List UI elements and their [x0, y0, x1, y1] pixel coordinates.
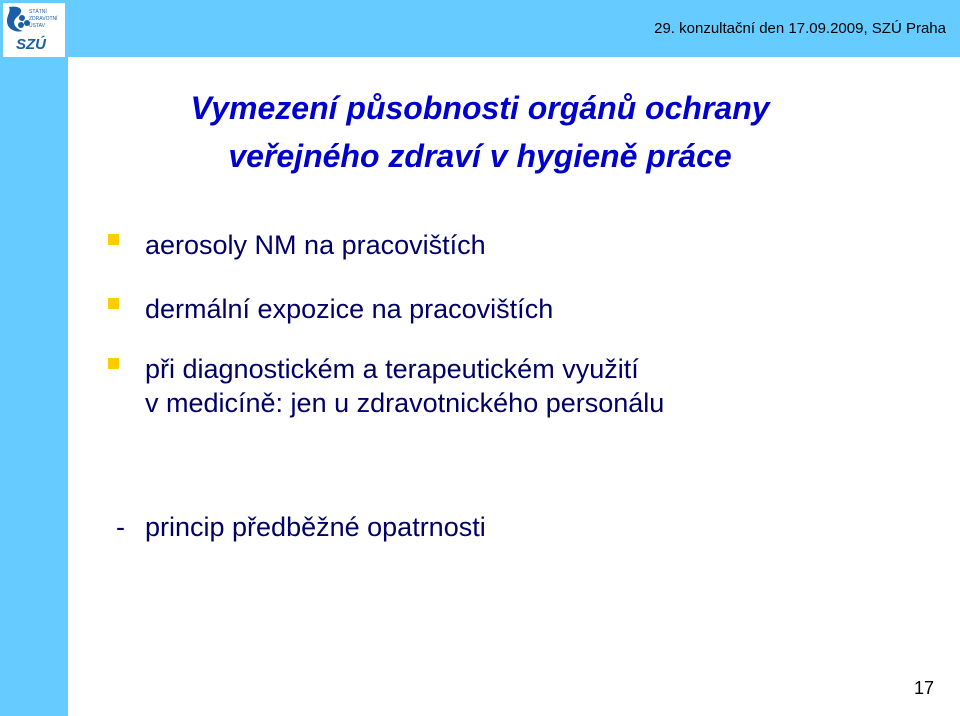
dash-marker: -	[116, 512, 125, 542]
bullet-text	[145, 228, 486, 262]
logo-small-text-1: STÁTNÍ	[29, 9, 47, 15]
square-bullet-icon	[108, 358, 119, 369]
logo-small-text-3: ÚSTAV	[29, 23, 45, 29]
slide-title-line: Vymezení působnosti orgánů ochrany	[190, 90, 770, 126]
dash-item-text: princip předběžné opatrnosti	[145, 512, 486, 542]
slide-title	[100, 84, 860, 180]
bullet-line: v medicíně: jen u zdravotnického personálu	[145, 388, 665, 418]
bullet-text	[145, 352, 664, 420]
header-caption: 29. konzultační den 17.09.2009, SZÚ Praha	[654, 20, 946, 37]
left-banner	[0, 57, 68, 716]
logo-small-text-2: ZDRAVOTNÍ	[29, 16, 58, 22]
square-bullet-icon	[108, 234, 119, 245]
bullet-line: dermální expozice na pracovištích	[145, 294, 554, 324]
bullet-line: při diagnostickém a terapeutickém využití	[145, 354, 639, 384]
square-bullet-icon	[108, 298, 119, 309]
logo-text: SZÚ	[16, 36, 46, 53]
logo-emblem-icon	[7, 7, 30, 32]
szu-logo	[3, 3, 65, 57]
bullet-text	[145, 292, 553, 326]
bullet-line: aerosoly NM na pracovištích	[145, 230, 486, 260]
slide-title-line: veřejného zdraví v hygieně práce	[228, 138, 732, 174]
page-number: 17	[913, 678, 934, 698]
